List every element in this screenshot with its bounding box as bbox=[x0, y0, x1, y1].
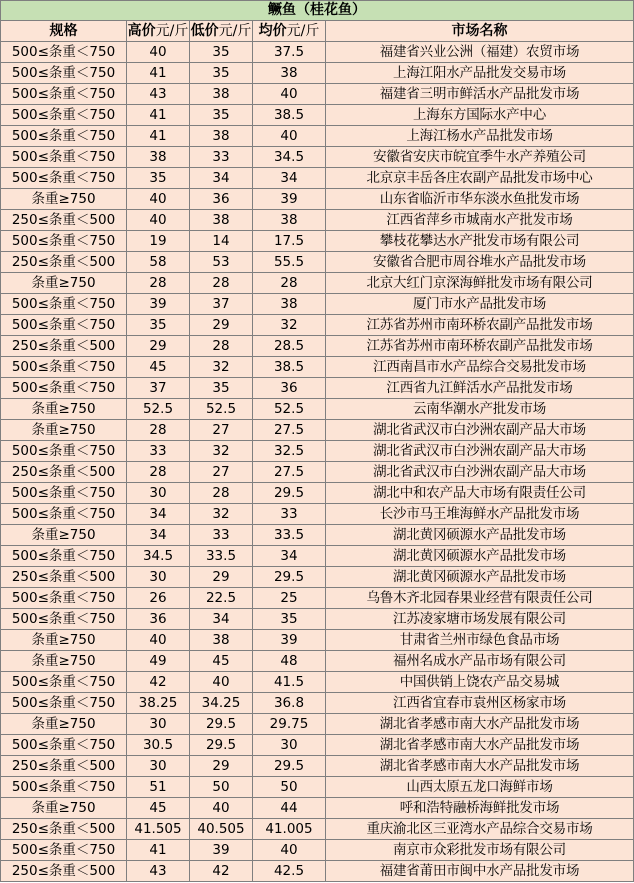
cell-high-price: 39 bbox=[127, 294, 190, 315]
cell-market: 福建省兴业公洲（福建）农贸市场 bbox=[326, 42, 634, 63]
table-row bbox=[1, 420, 634, 441]
cell-avg-price: 38 bbox=[253, 210, 326, 231]
cell-low-price: 35 bbox=[190, 378, 253, 399]
cell-low-price: 38 bbox=[190, 126, 253, 147]
cell-spec: 500≤条重＜750 bbox=[1, 609, 127, 630]
cell-avg-price: 38.5 bbox=[253, 357, 326, 378]
cell-low-price: 35 bbox=[190, 63, 253, 84]
cell-avg-price: 33.5 bbox=[253, 525, 326, 546]
cell-high-price: 52.5 bbox=[127, 399, 190, 420]
header-low-label: 低价 bbox=[190, 23, 219, 39]
cell-market: 湖北省孝感市南大水产品批发市场 bbox=[326, 756, 634, 777]
table-row bbox=[1, 399, 634, 420]
cell-market: 福建省莆田市闽中水产品批发市场 bbox=[326, 861, 634, 882]
cell-avg-price: 38.5 bbox=[253, 105, 326, 126]
table-row bbox=[1, 693, 634, 714]
cell-low-price: 28 bbox=[190, 336, 253, 357]
cell-market: 甘肃省兰州市绿色食品市场 bbox=[326, 630, 634, 651]
table-row bbox=[1, 315, 634, 336]
cell-spec: 条重≥750 bbox=[1, 273, 127, 294]
cell-market: 乌鲁木齐北园春果业经营有限责任公司 bbox=[326, 588, 634, 609]
cell-high-price: 33 bbox=[127, 441, 190, 462]
cell-high-price: 28 bbox=[127, 420, 190, 441]
cell-spec: 条重≥750 bbox=[1, 189, 127, 210]
cell-low-price: 27 bbox=[190, 462, 253, 483]
cell-low-price: 42 bbox=[190, 861, 253, 882]
cell-spec: 500≤条重＜750 bbox=[1, 483, 127, 504]
cell-avg-price: 39 bbox=[253, 630, 326, 651]
cell-market: 长沙市马王堆海鲜水产品批发市场 bbox=[326, 504, 634, 525]
header-avg-label: 均价 bbox=[258, 23, 287, 39]
cell-market: 湖北省孝感市南大水产品批发市场 bbox=[326, 735, 634, 756]
cell-market: 湖北黄冈硕源水产品批发市场 bbox=[326, 546, 634, 567]
table-row bbox=[1, 189, 634, 210]
cell-avg-price: 40 bbox=[253, 840, 326, 861]
cell-low-price: 40 bbox=[190, 798, 253, 819]
table-row bbox=[1, 609, 634, 630]
cell-high-price: 41 bbox=[127, 126, 190, 147]
cell-avg-price: 34 bbox=[253, 546, 326, 567]
cell-market: 重庆渝北区三亚湾水产品综合交易市场 bbox=[326, 819, 634, 840]
header-low-price bbox=[190, 21, 253, 42]
cell-high-price: 45 bbox=[127, 357, 190, 378]
cell-avg-price: 38 bbox=[253, 294, 326, 315]
cell-avg-price: 29.75 bbox=[253, 714, 326, 735]
cell-low-price: 34.25 bbox=[190, 693, 253, 714]
cell-avg-price: 41.5 bbox=[253, 672, 326, 693]
table-row bbox=[1, 84, 634, 105]
table-row bbox=[1, 588, 634, 609]
cell-spec: 250≤条重＜500 bbox=[1, 756, 127, 777]
cell-high-price: 36 bbox=[127, 609, 190, 630]
cell-high-price: 35 bbox=[127, 315, 190, 336]
cell-high-price: 19 bbox=[127, 231, 190, 252]
cell-avg-price: 29.5 bbox=[253, 756, 326, 777]
cell-spec: 250≤条重＜500 bbox=[1, 252, 127, 273]
cell-avg-price: 27.5 bbox=[253, 462, 326, 483]
header-high-label: 高价 bbox=[127, 23, 156, 39]
cell-avg-price: 36.8 bbox=[253, 693, 326, 714]
header-row bbox=[1, 21, 634, 42]
cell-spec: 500≤条重＜750 bbox=[1, 126, 127, 147]
cell-market: 上海江杨水产品批发市场 bbox=[326, 126, 634, 147]
cell-spec: 500≤条重＜750 bbox=[1, 84, 127, 105]
cell-spec: 500≤条重＜750 bbox=[1, 42, 127, 63]
cell-market: 上海东方国际水产中心 bbox=[326, 105, 634, 126]
cell-low-price: 22.5 bbox=[190, 588, 253, 609]
cell-spec: 500≤条重＜750 bbox=[1, 588, 127, 609]
cell-high-price: 41.505 bbox=[127, 819, 190, 840]
cell-low-price: 33 bbox=[190, 525, 253, 546]
cell-low-price: 14 bbox=[190, 231, 253, 252]
cell-spec: 条重≥750 bbox=[1, 798, 127, 819]
table-row bbox=[1, 567, 634, 588]
cell-avg-price: 34 bbox=[253, 168, 326, 189]
table-row bbox=[1, 441, 634, 462]
table-row bbox=[1, 630, 634, 651]
cell-spec: 250≤条重＜500 bbox=[1, 462, 127, 483]
cell-spec: 250≤条重＜500 bbox=[1, 210, 127, 231]
cell-market: 湖北省孝感市南大水产品批发市场 bbox=[326, 714, 634, 735]
cell-high-price: 28 bbox=[127, 273, 190, 294]
table-row bbox=[1, 42, 634, 63]
header-high-price bbox=[127, 21, 190, 42]
cell-market: 江西省萍乡市城南水产批发市场 bbox=[326, 210, 634, 231]
header-high-unit: 元/斤 bbox=[155, 23, 189, 39]
cell-avg-price: 50 bbox=[253, 777, 326, 798]
table-row bbox=[1, 651, 634, 672]
cell-high-price: 34 bbox=[127, 504, 190, 525]
cell-market: 云南华潮水产批发市场 bbox=[326, 399, 634, 420]
cell-avg-price: 32 bbox=[253, 315, 326, 336]
table-row bbox=[1, 147, 634, 168]
cell-low-price: 32 bbox=[190, 441, 253, 462]
cell-high-price: 35 bbox=[127, 168, 190, 189]
cell-spec: 500≤条重＜750 bbox=[1, 378, 127, 399]
cell-avg-price: 41.005 bbox=[253, 819, 326, 840]
cell-market: 中国供销上饶农产品交易城 bbox=[326, 672, 634, 693]
header-avg-price bbox=[253, 21, 326, 42]
table-row bbox=[1, 483, 634, 504]
cell-market: 湖北省武汉市白沙洲农副产品大市场 bbox=[326, 420, 634, 441]
cell-low-price: 38 bbox=[190, 630, 253, 651]
cell-high-price: 43 bbox=[127, 861, 190, 882]
cell-spec: 500≤条重＜750 bbox=[1, 147, 127, 168]
title-row bbox=[1, 1, 634, 21]
cell-high-price: 38.25 bbox=[127, 693, 190, 714]
cell-spec: 条重≥750 bbox=[1, 651, 127, 672]
table-row bbox=[1, 756, 634, 777]
cell-low-price: 29 bbox=[190, 756, 253, 777]
cell-spec: 500≤条重＜750 bbox=[1, 231, 127, 252]
table-title: 鳜鱼（桂花鱼） bbox=[1, 1, 634, 21]
header-market: 市场名称 bbox=[326, 21, 634, 42]
cell-high-price: 40 bbox=[127, 630, 190, 651]
table-row bbox=[1, 777, 634, 798]
cell-high-price: 45 bbox=[127, 798, 190, 819]
cell-low-price: 36 bbox=[190, 189, 253, 210]
cell-high-price: 30 bbox=[127, 483, 190, 504]
cell-spec: 500≤条重＜750 bbox=[1, 504, 127, 525]
cell-low-price: 37 bbox=[190, 294, 253, 315]
table-row bbox=[1, 294, 634, 315]
cell-high-price: 26 bbox=[127, 588, 190, 609]
cell-avg-price: 40 bbox=[253, 84, 326, 105]
cell-high-price: 28 bbox=[127, 462, 190, 483]
cell-spec: 500≤条重＜750 bbox=[1, 357, 127, 378]
cell-spec: 500≤条重＜750 bbox=[1, 777, 127, 798]
table-row bbox=[1, 336, 634, 357]
cell-spec: 250≤条重＜500 bbox=[1, 336, 127, 357]
cell-low-price: 35 bbox=[190, 42, 253, 63]
cell-spec: 500≤条重＜750 bbox=[1, 735, 127, 756]
table-row bbox=[1, 672, 634, 693]
cell-low-price: 29 bbox=[190, 567, 253, 588]
cell-market: 北京大红门京深海鲜批发市场有限公司 bbox=[326, 273, 634, 294]
cell-low-price: 40.505 bbox=[190, 819, 253, 840]
cell-low-price: 33.5 bbox=[190, 546, 253, 567]
cell-low-price: 53 bbox=[190, 252, 253, 273]
cell-avg-price: 32.5 bbox=[253, 441, 326, 462]
cell-high-price: 51 bbox=[127, 777, 190, 798]
table-row bbox=[1, 168, 634, 189]
table-row bbox=[1, 546, 634, 567]
cell-market: 江西南昌市水产品综合交易批发市场 bbox=[326, 357, 634, 378]
cell-spec: 条重≥750 bbox=[1, 630, 127, 651]
table-row bbox=[1, 819, 634, 840]
table-row bbox=[1, 378, 634, 399]
table-row bbox=[1, 840, 634, 861]
cell-market: 江苏凌家塘市场发展有限公司 bbox=[326, 609, 634, 630]
cell-spec: 250≤条重＜500 bbox=[1, 567, 127, 588]
cell-spec: 500≤条重＜750 bbox=[1, 294, 127, 315]
cell-spec: 500≤条重＜750 bbox=[1, 546, 127, 567]
cell-market: 江西省宜春市袁州区杨家市场 bbox=[326, 693, 634, 714]
cell-market: 山东省临沂市华东淡水鱼批发市场 bbox=[326, 189, 634, 210]
cell-high-price: 29 bbox=[127, 336, 190, 357]
cell-low-price: 32 bbox=[190, 504, 253, 525]
table-row bbox=[1, 735, 634, 756]
cell-market: 安徽省合肥市周谷堆水产品批发市场 bbox=[326, 252, 634, 273]
cell-avg-price: 55.5 bbox=[253, 252, 326, 273]
cell-high-price: 37 bbox=[127, 378, 190, 399]
cell-spec: 条重≥750 bbox=[1, 714, 127, 735]
cell-high-price: 30.5 bbox=[127, 735, 190, 756]
cell-low-price: 39 bbox=[190, 840, 253, 861]
cell-market: 福州名成水产品市场有限公司 bbox=[326, 651, 634, 672]
table-row bbox=[1, 357, 634, 378]
cell-high-price: 40 bbox=[127, 210, 190, 231]
cell-avg-price: 39 bbox=[253, 189, 326, 210]
cell-high-price: 40 bbox=[127, 42, 190, 63]
cell-spec: 500≤条重＜750 bbox=[1, 168, 127, 189]
table-row bbox=[1, 252, 634, 273]
cell-high-price: 30 bbox=[127, 567, 190, 588]
table-row bbox=[1, 63, 634, 84]
cell-spec: 500≤条重＜750 bbox=[1, 840, 127, 861]
cell-high-price: 41 bbox=[127, 840, 190, 861]
cell-high-price: 42 bbox=[127, 672, 190, 693]
cell-avg-price: 29.5 bbox=[253, 483, 326, 504]
cell-market: 南京市众彩批发市场有限公司 bbox=[326, 840, 634, 861]
cell-market: 呼和浩特融桥海鲜批发市场 bbox=[326, 798, 634, 819]
table-row bbox=[1, 231, 634, 252]
cell-spec: 500≤条重＜750 bbox=[1, 693, 127, 714]
cell-high-price: 34 bbox=[127, 525, 190, 546]
cell-low-price: 38 bbox=[190, 84, 253, 105]
cell-avg-price: 42.5 bbox=[253, 861, 326, 882]
cell-spec: 条重≥750 bbox=[1, 399, 127, 420]
cell-low-price: 50 bbox=[190, 777, 253, 798]
cell-avg-price: 36 bbox=[253, 378, 326, 399]
cell-low-price: 29.5 bbox=[190, 714, 253, 735]
cell-market: 北京京丰岳各庄农副产品批发市场中心 bbox=[326, 168, 634, 189]
cell-market: 福建省三明市鲜活水产品批发市场 bbox=[326, 84, 634, 105]
cell-spec: 500≤条重＜750 bbox=[1, 672, 127, 693]
cell-low-price: 27 bbox=[190, 420, 253, 441]
cell-spec: 500≤条重＜750 bbox=[1, 63, 127, 84]
cell-low-price: 32 bbox=[190, 357, 253, 378]
cell-avg-price: 30 bbox=[253, 735, 326, 756]
table-row bbox=[1, 462, 634, 483]
cell-high-price: 49 bbox=[127, 651, 190, 672]
table-body bbox=[1, 42, 634, 882]
cell-low-price: 34 bbox=[190, 168, 253, 189]
cell-market: 攀枝花攀达水产批发市场有限公司 bbox=[326, 231, 634, 252]
table-row bbox=[1, 210, 634, 231]
cell-spec: 250≤条重＜500 bbox=[1, 819, 127, 840]
cell-high-price: 41 bbox=[127, 105, 190, 126]
cell-high-price: 34.5 bbox=[127, 546, 190, 567]
cell-avg-price: 52.5 bbox=[253, 399, 326, 420]
cell-market: 湖北省武汉市白沙洲农副产品大市场 bbox=[326, 462, 634, 483]
cell-low-price: 52.5 bbox=[190, 399, 253, 420]
cell-market: 安徽省安庆市皖宜季牛水产养殖公司 bbox=[326, 147, 634, 168]
cell-avg-price: 44 bbox=[253, 798, 326, 819]
cell-high-price: 43 bbox=[127, 84, 190, 105]
cell-market: 湖北省武汉市白沙洲农副产品大市场 bbox=[326, 441, 634, 462]
cell-market: 湖北黄冈硕源水产品批发市场 bbox=[326, 525, 634, 546]
cell-avg-price: 48 bbox=[253, 651, 326, 672]
cell-high-price: 58 bbox=[127, 252, 190, 273]
cell-high-price: 38 bbox=[127, 147, 190, 168]
cell-avg-price: 27.5 bbox=[253, 420, 326, 441]
table-row bbox=[1, 504, 634, 525]
cell-low-price: 45 bbox=[190, 651, 253, 672]
cell-market: 湖北中和农产品大市场有限责任公司 bbox=[326, 483, 634, 504]
table-row bbox=[1, 714, 634, 735]
header-spec: 规格 bbox=[1, 21, 127, 42]
cell-low-price: 28 bbox=[190, 483, 253, 504]
cell-avg-price: 33 bbox=[253, 504, 326, 525]
cell-spec: 500≤条重＜750 bbox=[1, 315, 127, 336]
cell-avg-price: 38 bbox=[253, 63, 326, 84]
cell-high-price: 41 bbox=[127, 63, 190, 84]
cell-market: 江苏省苏州市南环桥农副产品批发市场 bbox=[326, 315, 634, 336]
cell-avg-price: 17.5 bbox=[253, 231, 326, 252]
table-row bbox=[1, 861, 634, 882]
table-row bbox=[1, 126, 634, 147]
cell-high-price: 30 bbox=[127, 714, 190, 735]
cell-low-price: 38 bbox=[190, 210, 253, 231]
cell-avg-price: 25 bbox=[253, 588, 326, 609]
cell-spec: 250≤条重＜500 bbox=[1, 861, 127, 882]
cell-market: 厦门市水产品批发市场 bbox=[326, 294, 634, 315]
cell-low-price: 29 bbox=[190, 315, 253, 336]
cell-market: 江苏省苏州市南环桥农副产品批发市场 bbox=[326, 336, 634, 357]
header-low-unit: 元/斤 bbox=[218, 23, 252, 39]
cell-low-price: 34 bbox=[190, 609, 253, 630]
cell-spec: 500≤条重＜750 bbox=[1, 441, 127, 462]
cell-avg-price: 37.5 bbox=[253, 42, 326, 63]
cell-avg-price: 35 bbox=[253, 609, 326, 630]
cell-avg-price: 29.5 bbox=[253, 567, 326, 588]
cell-spec: 条重≥750 bbox=[1, 525, 127, 546]
header-avg-unit: 元/斤 bbox=[286, 23, 320, 39]
cell-low-price: 40 bbox=[190, 672, 253, 693]
table-row bbox=[1, 273, 634, 294]
cell-market: 江西省九江鲜活水产品批发市场 bbox=[326, 378, 634, 399]
cell-low-price: 29.5 bbox=[190, 735, 253, 756]
cell-avg-price: 34.5 bbox=[253, 147, 326, 168]
cell-market: 湖北黄冈硕源水产品批发市场 bbox=[326, 567, 634, 588]
cell-avg-price: 28 bbox=[253, 273, 326, 294]
cell-market: 上海江阳水产品批发交易市场 bbox=[326, 63, 634, 84]
cell-low-price: 35 bbox=[190, 105, 253, 126]
cell-market: 山西太原五龙口海鲜市场 bbox=[326, 777, 634, 798]
table-row bbox=[1, 105, 634, 126]
cell-high-price: 40 bbox=[127, 189, 190, 210]
cell-low-price: 28 bbox=[190, 273, 253, 294]
cell-spec: 条重≥750 bbox=[1, 420, 127, 441]
cell-avg-price: 40 bbox=[253, 126, 326, 147]
table-row bbox=[1, 798, 634, 819]
cell-spec: 500≤条重＜750 bbox=[1, 105, 127, 126]
cell-low-price: 33 bbox=[190, 147, 253, 168]
cell-high-price: 30 bbox=[127, 756, 190, 777]
cell-avg-price: 28.5 bbox=[253, 336, 326, 357]
table-row bbox=[1, 525, 634, 546]
